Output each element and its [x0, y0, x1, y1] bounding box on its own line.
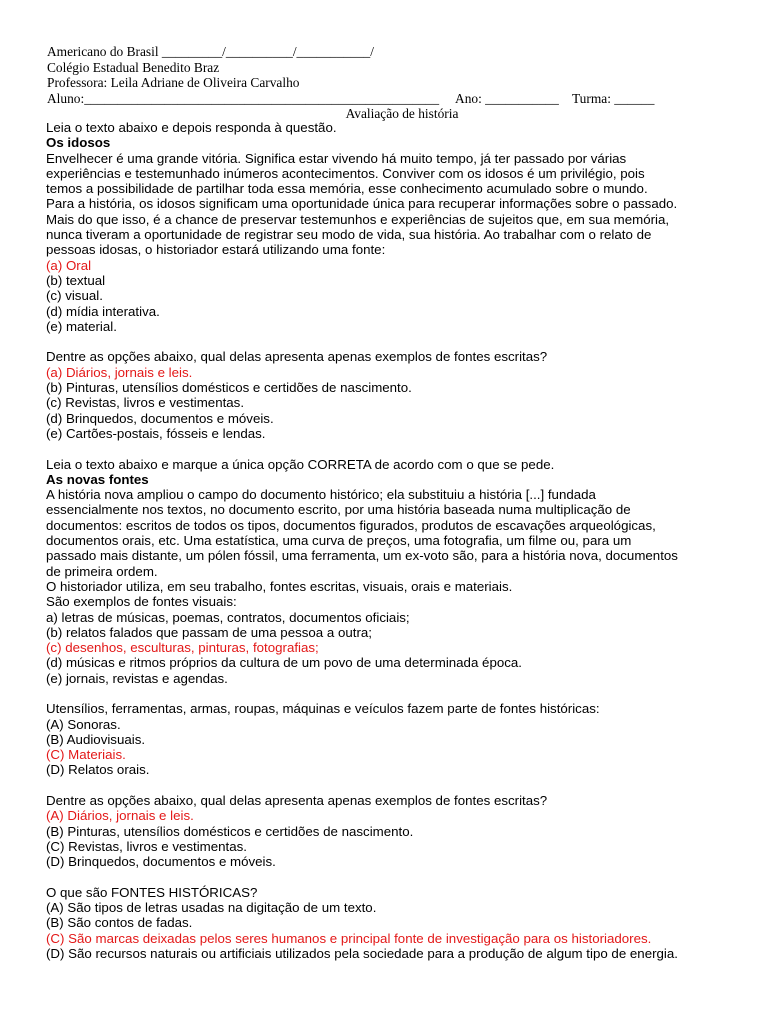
- q2-option: (b) Pinturas, utensílios domésticos e certidões de nascimento.: [46, 380, 412, 396]
- header-school: Colégio Estadual Benedito Braz: [47, 59, 220, 75]
- header-teacher: Professora: Leila Adriane de Oliveira Carvalho: [47, 75, 300, 90]
- q1-text-line: Envelhecer é uma grande vitória. Significa estar vivendo há muito tempo, já ter passado por várias: [46, 150, 627, 166]
- q1-text-line: Mais do que isso, é a chance de preservar testemunhos e experiências de sujeitos que, em sua memória,: [46, 211, 670, 227]
- q3-text-line: essencialmente nos textos, no documento escrito, por uma história baseada numa multiplicação de: [46, 502, 631, 518]
- q3-intro: Leia o texto abaixo e marque a única opção CORRETA de acordo com o que se pede.: [46, 456, 555, 472]
- q1-text-line: pessoas idosas, o historiador estará utilizando uma fonte:: [46, 242, 386, 258]
- q3-text-line: documentos: escritos de todos os tipos, documentos figurados, produtos de escavações arqueológicas,: [46, 517, 656, 533]
- exam-body: [46, 120, 736, 961]
- header-student-line: Aluno:_____________________________________________________ Ano: ___________ Turma: ______: [47, 90, 655, 106]
- q3-text-line: O historiador utiliza, em seu trabalho, fontes escritas, visuais, orais e materiais.: [46, 578, 513, 594]
- q1-text-title: Os idosos: [46, 135, 111, 151]
- q3-option-correct: (c) desenhos, esculturas, pinturas, fotografias;: [46, 640, 319, 656]
- q1-text-line: nunca tiveram a oportunidade de registrar seu modo de vida, sua história. Ao trabalhar com o relato de: [46, 227, 652, 243]
- q2-option-correct: (a) Diários, jornais e leis.: [46, 364, 193, 380]
- q1-option: (d) mídia interativa.: [46, 303, 160, 319]
- q1-option: (c) visual.: [46, 288, 103, 304]
- q1-text-line: experiências e testemunhado inúmeros acontecimentos. Conviver com os idosos é um privilégio, pois: [46, 165, 645, 181]
- q6-option: (A) São tipos de letras usadas na digitação de um texto.: [46, 900, 377, 916]
- q1-intro: Leia o texto abaixo e depois responda à questão.: [46, 120, 337, 135]
- q5-option: (D) Brinquedos, documentos e móveis.: [46, 854, 276, 870]
- q4-option: (D) Relatos orais.: [46, 762, 150, 778]
- q6-option-correct: (C) São marcas deixadas pelos seres humanos e principal fonte de investigação para os historiadores.: [46, 930, 652, 946]
- q4-option-correct: (C) Materiais.: [46, 747, 126, 763]
- q1-option: (e) material.: [46, 318, 117, 334]
- q4-option: (B) Audiovisuais.: [46, 731, 146, 747]
- q5-option: (C) Revistas, livros e vestimentas.: [46, 838, 247, 854]
- header-date-line: Americano do Brasil _________/__________/___________/: [47, 44, 374, 59]
- q6-option: (D) São recursos naturais ou artificiais utilizados pela sociedade para a produção de algum tipo de energia.: [46, 946, 678, 962]
- q1-text-line: temos a possibilidade de partilhar toda essa memória, esse conhecimento acumulado sobre o mundo.: [46, 181, 648, 197]
- q3-option: a) letras de músicas, poemas, contratos, documentos oficiais;: [46, 609, 410, 625]
- q1-option: (b) textual: [46, 272, 106, 288]
- spacer: [46, 778, 736, 793]
- q3-text-line: de primeira ordem.: [46, 563, 158, 579]
- q2-option: (c) Revistas, livros e vestimentas.: [46, 395, 245, 411]
- q2-option: (d) Brinquedos, documentos e móveis.: [46, 410, 274, 426]
- q3-text-line: documentos orais, etc. Uma estatística, uma curva de preços, uma fotografia, um filme ou, para um: [46, 533, 632, 549]
- q3-option: (e) jornais, revistas e agendas.: [46, 670, 228, 686]
- spacer: [46, 686, 736, 701]
- q6-option: (B) São contos de fadas.: [46, 915, 193, 931]
- spacer: [46, 441, 736, 456]
- q4-option: (A) Sonoras.: [46, 716, 121, 732]
- q5-option-correct: (A) Diários, jornais e leis.: [46, 808, 194, 824]
- q1-option-correct: (a) Oral: [46, 257, 92, 273]
- q5-option: (B) Pinturas, utensílios domésticos e certidões de nascimento.: [46, 823, 414, 839]
- q2-option: (e) Cartões-postais, fósseis e lendas.: [46, 425, 266, 441]
- q2-question: Dentre as opções abaixo, qual delas apresenta apenas exemplos de fontes escritas?: [46, 349, 548, 365]
- exam-header: [47, 44, 727, 122]
- q5-question: Dentre as opções abaixo, qual delas apresenta apenas exemplos de fontes escritas?: [46, 793, 548, 809]
- q3-option: (d) músicas e ritmos próprios da cultura de um povo de uma determinada época.: [46, 655, 522, 671]
- q1-text-line: Para a história, os idosos significam uma oportunidade única para recuperar informações sobre o passado.: [46, 196, 678, 212]
- q3-text-line: A história nova ampliou o campo do documento histórico; ela substituiu a história [...] fundada: [46, 487, 596, 503]
- q3-option: (b) relatos falados que passam de uma pessoa a outra;: [46, 624, 372, 640]
- q4-question: Utensílios, ferramentas, armas, roupas, máquinas e veículos fazem parte de fontes históricas:: [46, 701, 600, 717]
- q3-text-title: As novas fontes: [46, 471, 149, 487]
- q6-question: O que são FONTES HISTÓRICAS?: [46, 884, 258, 900]
- spacer: [46, 334, 736, 349]
- q3-text-line: passado mais distante, um pólen fóssil, uma ferramenta, um ex-voto são, para a história nova, documentos: [46, 548, 678, 564]
- exam-title: Avaliação de história: [345, 106, 459, 121]
- spacer: [46, 870, 736, 885]
- q3-text-line: São exemplos de fontes visuais:: [46, 594, 237, 610]
